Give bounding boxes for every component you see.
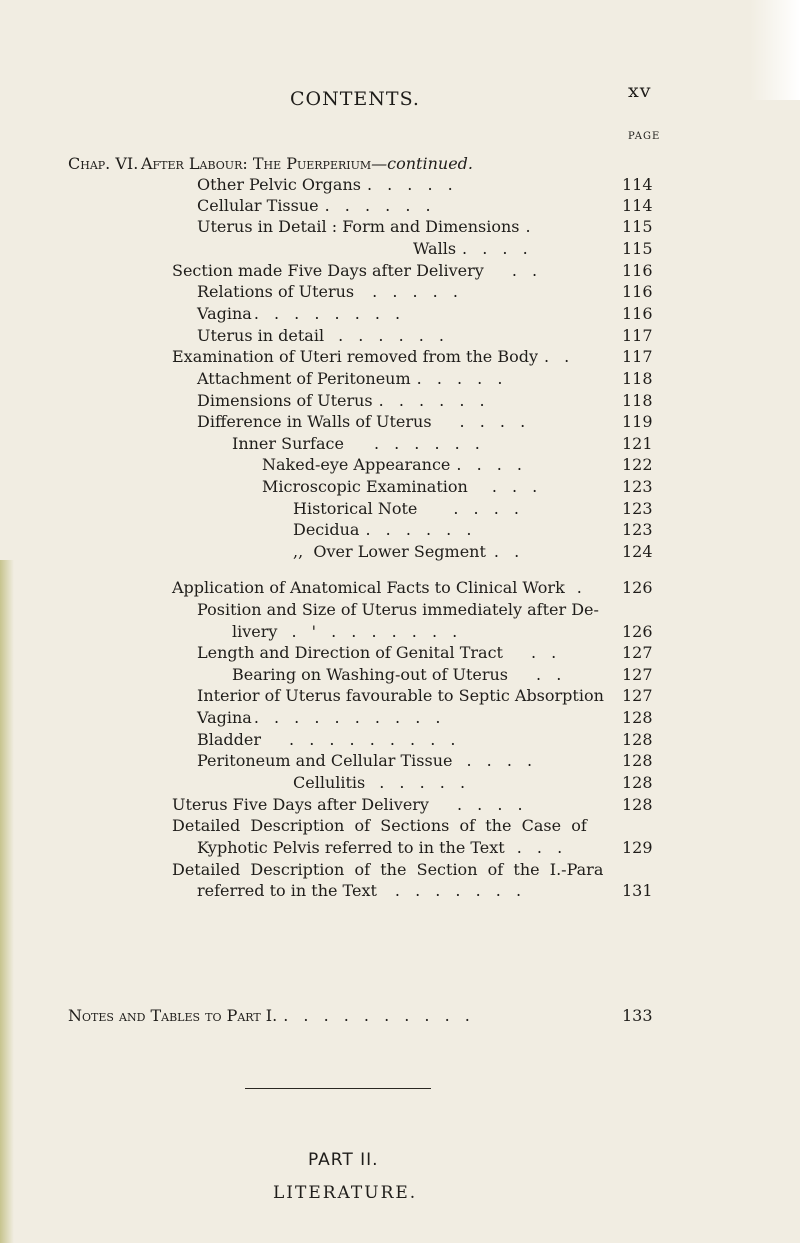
toc-entry-text: Cellulitis bbox=[293, 773, 366, 792]
toc-entry[interactable] bbox=[197, 412, 530, 431]
toc-entry-text: Bearing on Washing-out of Uterus bbox=[232, 665, 509, 684]
toc-entry-text: ,, Over Lower Segment bbox=[293, 542, 486, 561]
page-edge-stain bbox=[0, 560, 14, 1243]
toc-leader-dots: . . . . bbox=[456, 795, 528, 814]
toc-entry-page: 114 bbox=[622, 175, 653, 194]
toc-leader-dots: . . . . . . bbox=[365, 520, 477, 539]
part-heading: PART II. bbox=[308, 1150, 379, 1170]
toc-leader-dots: . . bbox=[511, 261, 543, 280]
toc-entry-page: 127 bbox=[622, 665, 653, 684]
toc-leader-dots: . ' . . . . . . . bbox=[291, 622, 463, 641]
toc-entry[interactable] bbox=[232, 622, 462, 641]
toc-entry-page: 131 bbox=[622, 881, 653, 900]
toc-entry-page: 129 bbox=[622, 838, 653, 857]
toc-entry-text: Other Pelvic Organs bbox=[197, 175, 361, 194]
part-subheading: LITERATURE. bbox=[273, 1183, 418, 1203]
toc-entry-page: 115 bbox=[622, 239, 653, 258]
toc-entry-text: Decidua bbox=[293, 520, 360, 539]
toc-entry[interactable] bbox=[293, 542, 524, 561]
toc-entry-page: 121 bbox=[622, 434, 653, 453]
toc-entry-text: Relations of Uterus bbox=[197, 282, 355, 301]
toc-entry[interactable] bbox=[197, 175, 458, 194]
toc-entry[interactable] bbox=[197, 304, 405, 323]
toc-entry[interactable] bbox=[197, 600, 599, 619]
toc-entry-text: Dimensions of Uterus bbox=[197, 391, 373, 410]
toc-leader-dots: . . . . . bbox=[372, 282, 463, 301]
toc-entry[interactable] bbox=[197, 196, 436, 215]
toc-entry-page: 128 bbox=[622, 730, 653, 749]
toc-entry-page: 115 bbox=[622, 217, 653, 236]
toc-entry-page: 116 bbox=[622, 261, 653, 280]
toc-entry[interactable] bbox=[172, 860, 603, 879]
toc-entry-text: Position and Size of Uterus immediately after De- bbox=[197, 600, 599, 619]
toc-leader-dots: . . . . bbox=[453, 499, 524, 518]
toc-entry[interactable] bbox=[197, 708, 445, 727]
toc-entry-page: 128 bbox=[622, 708, 653, 727]
toc-leader-dots: . . . . . . bbox=[338, 326, 450, 345]
toc-entry-page: 116 bbox=[622, 304, 653, 323]
toc-entry[interactable] bbox=[197, 751, 537, 770]
toc-entry[interactable] bbox=[232, 665, 566, 684]
toc-entry-page: 128 bbox=[622, 751, 653, 770]
toc-leader-dots: . . . . . bbox=[379, 773, 471, 792]
toc-entry-text: Section made Five Days after Delivery bbox=[172, 261, 484, 280]
toc-leader-dots: . . bbox=[493, 542, 525, 561]
section-divider bbox=[245, 1088, 431, 1089]
toc-entry[interactable] bbox=[197, 838, 567, 857]
toc-entry[interactable] bbox=[197, 217, 536, 236]
toc-entry[interactable] bbox=[197, 391, 490, 410]
toc-entry-text: referred to in the Text bbox=[197, 881, 377, 900]
toc-leader-dots: . . . . . . bbox=[324, 196, 436, 215]
toc-entry[interactable] bbox=[293, 520, 476, 539]
toc-leader-dots: . . . bbox=[516, 838, 568, 857]
toc-entry-page: 116 bbox=[622, 282, 653, 301]
toc-entry[interactable] bbox=[172, 578, 587, 597]
toc-entry[interactable] bbox=[413, 239, 533, 258]
toc-leader-dots: . . . . . bbox=[366, 175, 458, 194]
toc-entry-text: Microscopic Examination bbox=[262, 477, 468, 496]
page-number: xv bbox=[628, 80, 652, 102]
page-title: CONTENTS. bbox=[290, 88, 420, 110]
toc-entry[interactable] bbox=[172, 816, 587, 835]
toc-entry[interactable] bbox=[262, 477, 542, 496]
toc-entry-text: Detailed Description of the Section of the I.-Para bbox=[172, 860, 604, 879]
toc-leader-dots: . . . . . . . . . . bbox=[253, 708, 446, 727]
toc-leader-dots: . . bbox=[544, 347, 575, 366]
notes-entry[interactable] bbox=[68, 1006, 475, 1025]
notes-entry-text: Notes and Tables to Part I. bbox=[68, 1006, 278, 1025]
toc-entry-text: Difference in Walls of Uterus bbox=[197, 412, 432, 431]
toc-leader-dots: . . bbox=[530, 643, 562, 662]
toc-entry[interactable] bbox=[293, 499, 524, 518]
toc-entry-text: Uterus in Detail : Form and Dimensions bbox=[197, 217, 520, 236]
toc-entry-page: 128 bbox=[622, 773, 653, 792]
toc-entry-page: 123 bbox=[622, 477, 653, 496]
toc-entry-text: Historical Note bbox=[293, 499, 418, 518]
toc-leader-dots: . . . . . . . . bbox=[253, 304, 406, 323]
toc-leader-dots: . . . . bbox=[462, 239, 533, 258]
toc-entry-text: Kyphotic Pelvis referred to in the Text bbox=[197, 838, 505, 857]
chapter-title-suffix: —continued. bbox=[371, 154, 474, 173]
toc-entry-page: 127 bbox=[622, 643, 653, 662]
page-column-label: PAGE bbox=[628, 131, 661, 142]
toc-leader-dots: . bbox=[525, 217, 536, 236]
toc-entry[interactable] bbox=[262, 455, 527, 474]
toc-entry[interactable] bbox=[197, 686, 604, 705]
toc-entry[interactable] bbox=[172, 347, 574, 366]
toc-entry[interactable] bbox=[172, 795, 528, 814]
toc-entry-text: Application of Anatomical Facts to Clinical Work bbox=[172, 578, 565, 597]
toc-entry-text: Length and Direction of Genital Tract bbox=[197, 643, 503, 662]
toc-entry-page: 117 bbox=[622, 326, 653, 345]
toc-entry-text: Examination of Uteri removed from the Body bbox=[172, 347, 538, 366]
toc-leader-dots: . . . . . bbox=[416, 369, 508, 388]
toc-leader-dots: . . . . . . . . . . bbox=[283, 1006, 475, 1025]
notes-entry-page: 133 bbox=[622, 1006, 653, 1025]
toc-entry-page: 118 bbox=[622, 369, 653, 388]
toc-entry-text: Vagina bbox=[197, 708, 252, 727]
toc-entry-page: 119 bbox=[622, 412, 653, 431]
toc-entry-page: 127 bbox=[622, 686, 653, 705]
toc-leader-dots: . . . . . . . bbox=[394, 881, 527, 900]
toc-leader-dots: . . . bbox=[491, 477, 543, 496]
toc-entry-page: 126 bbox=[622, 578, 653, 597]
toc-leader-dots: . . . . bbox=[466, 751, 538, 770]
toc-leader-dots: . . . . . . . . . bbox=[289, 730, 461, 749]
toc-entry[interactable] bbox=[197, 730, 460, 749]
toc-entry-text: Interior of Uterus favourable to Septic Absorption bbox=[197, 686, 604, 705]
toc-leader-dots: . . bbox=[536, 665, 567, 684]
toc-entry-page: 123 bbox=[622, 499, 653, 518]
toc-entry[interactable] bbox=[293, 773, 470, 792]
toc-entry[interactable] bbox=[197, 326, 449, 345]
toc-entry-page: 117 bbox=[622, 347, 653, 366]
toc-entry[interactable] bbox=[197, 643, 561, 662]
toc-leader-dots: . . . . . . bbox=[373, 434, 485, 453]
toc-entry-text: Uterus Five Days after Delivery bbox=[172, 795, 429, 814]
toc-leader-dots: . . . . bbox=[459, 412, 531, 431]
toc-entry[interactable] bbox=[197, 881, 526, 900]
toc-entry-page: 126 bbox=[622, 622, 653, 641]
toc-entry-page: 114 bbox=[622, 196, 653, 215]
toc-entry-page: 124 bbox=[622, 542, 653, 561]
toc-entry-page: 123 bbox=[622, 520, 653, 539]
chapter-title-main: After Labour: The Puerperium bbox=[141, 154, 372, 173]
page-corner-shadow bbox=[750, 0, 800, 100]
chapter-title bbox=[141, 154, 473, 173]
toc-entry-page: 118 bbox=[622, 391, 653, 410]
toc-entry-text: livery bbox=[232, 622, 278, 641]
toc-entry-text: Bladder bbox=[197, 730, 262, 749]
toc-entry-text: Naked-eye Appearance bbox=[262, 455, 451, 474]
toc-entry-page: 122 bbox=[622, 455, 653, 474]
toc-entry-text: Cellular Tissue bbox=[197, 196, 319, 215]
toc-leader-dots: . . . . . . bbox=[378, 391, 490, 410]
toc-entry-text: Peritoneum and Cellular Tissue bbox=[197, 751, 453, 770]
toc-entry-text: Vagina bbox=[197, 304, 252, 323]
toc-entry[interactable] bbox=[197, 369, 507, 388]
toc-entry-text: Walls bbox=[413, 239, 457, 258]
toc-leader-dots: . . . . bbox=[456, 455, 527, 474]
toc-entry-text: Attachment of Peritoneum bbox=[197, 369, 411, 388]
toc-entry[interactable] bbox=[197, 282, 463, 301]
toc-entry[interactable] bbox=[172, 261, 542, 280]
toc-entry-text: Inner Surface bbox=[232, 434, 344, 453]
toc-entry-text: Detailed Description of Sections of the Case of bbox=[172, 816, 587, 835]
chapter-label: Chap. VI. bbox=[68, 154, 139, 173]
toc-leader-dots: . bbox=[576, 578, 587, 597]
toc-entry-text: Uterus in detail bbox=[197, 326, 325, 345]
toc-entry-page: 128 bbox=[622, 795, 653, 814]
toc-entry[interactable] bbox=[232, 434, 485, 453]
